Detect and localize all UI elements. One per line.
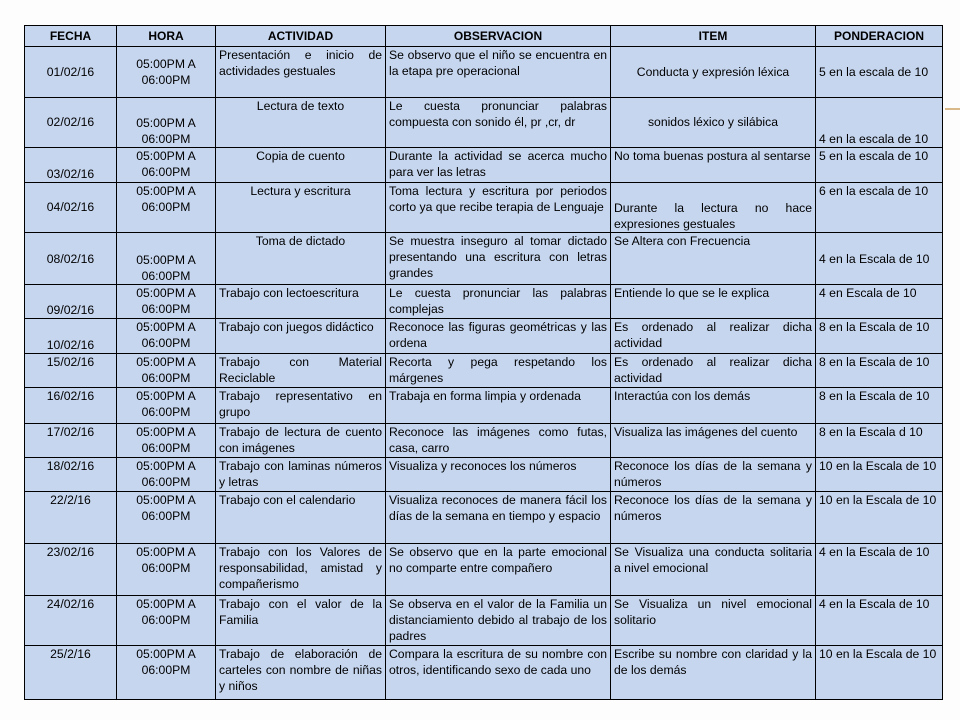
cell-ponderacion: 4 en la escala de 10	[816, 97, 943, 148]
cell-ponderacion: 10 en la Escala de 10	[816, 457, 943, 491]
cell-fecha: 18/02/16	[25, 457, 117, 491]
cell-actividad: Trabajo con el calendario	[216, 492, 386, 544]
cell-ponderacion: 6 en la escala de 10	[816, 182, 943, 233]
cell-observacion: Visualiza y reconoces los números	[386, 457, 611, 491]
cell-fecha: 02/02/16	[25, 97, 117, 148]
table-row	[25, 284, 943, 318]
cell-observacion: Reconoce las imágenes como futas, casa, carro	[386, 423, 611, 457]
cell-fecha: 08/02/16	[25, 233, 117, 285]
table-row	[25, 457, 943, 491]
cell-observacion: Se observo que el niño se encuentra en la etapa pre operacional	[386, 47, 611, 98]
cell-fecha: 10/02/16	[25, 319, 117, 353]
cell-fecha: 04/02/16	[25, 182, 117, 233]
cell-observacion: Visualiza reconoces de manera fácil los días de la semana en tiempo y espacio	[386, 492, 611, 544]
cell-fecha: 17/02/16	[25, 423, 117, 457]
cell-item: Entiende lo que se le explica	[611, 284, 816, 318]
cell-hora: 05:00PM A 06:00PM	[117, 47, 216, 98]
cell-hora: 05:00PM A 06:00PM	[117, 148, 216, 182]
header-observacion: OBSERVACION	[386, 26, 611, 47]
cell-actividad: Trabajo con laminas números y letras	[216, 457, 386, 491]
cell-actividad: Trabajo con Material Reciclable	[216, 353, 386, 387]
decorative-line	[945, 108, 960, 110]
cell-ponderacion: 10 en la Escala de 10	[816, 492, 943, 544]
cell-fecha: 22/2/16	[25, 492, 117, 544]
table-row	[25, 595, 943, 646]
cell-observacion: Le cuesta pronunciar palabras compuesta con sonido él, pr ,cr, dr	[386, 97, 611, 148]
cell-hora: 05:00PM A 06:00PM	[117, 543, 216, 595]
cell-item: Escribe su nombre con claridad y la de los demás	[611, 646, 816, 700]
cell-actividad: Trabajo de elaboración de carteles con nombre de niñas y niños	[216, 646, 386, 700]
cell-hora: 05:00PM A 06:00PM	[117, 353, 216, 387]
table-row	[25, 423, 943, 457]
cell-observacion: Se muestra inseguro al tomar dictado presentando una escritura con letras grandes	[386, 233, 611, 285]
cell-hora: 05:00PM A 06:00PM	[117, 595, 216, 646]
cell-ponderacion: 8 en la Escala de 10	[816, 319, 943, 353]
cell-actividad: Toma de dictado	[216, 233, 386, 285]
table-row	[25, 388, 943, 423]
cell-item: Es ordenado al realizar dicha actividad	[611, 353, 816, 387]
cell-ponderacion: 10 en la Escala de 10	[816, 646, 943, 700]
cell-ponderacion: 5 en la escala de 10	[816, 47, 943, 98]
header-item: ITEM	[611, 26, 816, 47]
header-fecha: FECHA	[25, 26, 117, 47]
cell-hora: 05:00PM A 06:00PM	[117, 182, 216, 233]
cell-actividad: Trabajo de lectura de cuento con imágenes	[216, 423, 386, 457]
cell-hora: 05:00PM A 06:00PM	[117, 97, 216, 148]
table-row	[25, 233, 943, 285]
cell-ponderacion: 5 en la escala de 10	[816, 148, 943, 182]
cell-hora: 05:00PM A 06:00PM	[117, 388, 216, 423]
table-row	[25, 97, 943, 148]
cell-item: Reconoce los días de la semana y números	[611, 457, 816, 491]
cell-ponderacion: 4 en la Escala de 10	[816, 233, 943, 285]
cell-ponderacion: 4 en la Escala de 10	[816, 595, 943, 646]
table-row	[25, 182, 943, 233]
cell-observacion: Trabaja en forma limpia y ordenada	[386, 388, 611, 423]
table-row	[25, 492, 943, 544]
cell-fecha: 01/02/16	[25, 47, 117, 98]
cell-actividad: Copia de cuento	[216, 148, 386, 182]
cell-item: Reconoce los días de la semana y números	[611, 492, 816, 544]
cell-item: Se Visualiza un nivel emocional solitario	[611, 595, 816, 646]
cell-hora: 05:00PM A 06:00PM	[117, 319, 216, 353]
cell-item: Interactúa con los demás	[611, 388, 816, 423]
cell-actividad: Lectura de texto	[216, 97, 386, 148]
cell-observacion: Se observa en el valor de la Familia un distanciamiento debido al trabajo de los padres	[386, 595, 611, 646]
cell-hora: 05:00PM A 06:00PM	[117, 457, 216, 491]
table-row	[25, 543, 943, 595]
header-actividad: ACTIVIDAD	[216, 26, 386, 47]
cell-item: Visualiza las imágenes del cuento	[611, 423, 816, 457]
cell-actividad: Trabajo representativo en grupo	[216, 388, 386, 423]
cell-ponderacion: 4 en la Escala de 10	[816, 543, 943, 595]
cell-observacion: Toma lectura y escritura por periodos corto ya que recibe terapia de Lenguaje	[386, 182, 611, 233]
cell-actividad: Trabajo con lectoescritura	[216, 284, 386, 318]
cell-item: sonidos léxico y silábica	[611, 97, 816, 148]
header-hora: HORA	[117, 26, 216, 47]
cell-hora: 05:00PM A 06:00PM	[117, 646, 216, 700]
cell-fecha: 03/02/16	[25, 148, 117, 182]
cell-fecha: 25/2/16	[25, 646, 117, 700]
cell-actividad: Trabajo con juegos didáctico	[216, 319, 386, 353]
cell-observacion: Se observo que en la parte emocional no comparte entre compañero	[386, 543, 611, 595]
cell-item: No toma buenas postura al sentarse	[611, 148, 816, 182]
cell-actividad: Presentación e inicio de actividades gestuales	[216, 47, 386, 98]
activity-schedule-table	[24, 25, 943, 700]
cell-observacion: Reconoce las figuras geométricas y las ordena	[386, 319, 611, 353]
table-row	[25, 148, 943, 182]
cell-fecha: 15/02/16	[25, 353, 117, 387]
cell-item: Conducta y expresión léxica	[611, 47, 816, 98]
cell-hora: 05:00PM A 06:00PM	[117, 423, 216, 457]
cell-ponderacion: 8 en la Escala de 10	[816, 388, 943, 423]
cell-ponderacion: 4 en Escala de 10	[816, 284, 943, 318]
cell-hora: 05:00PM A 06:00PM	[117, 233, 216, 285]
table-row	[25, 47, 943, 98]
cell-observacion: Recorta y pega respetando los márgenes	[386, 353, 611, 387]
cell-fecha: 24/02/16	[25, 595, 117, 646]
cell-ponderacion: 8 en la Escala de 10	[816, 353, 943, 387]
cell-fecha: 09/02/16	[25, 284, 117, 318]
table-header-row	[25, 26, 943, 47]
cell-item: Es ordenado al realizar dicha actividad	[611, 319, 816, 353]
cell-fecha: 23/02/16	[25, 543, 117, 595]
cell-observacion: Durante la actividad se acerca mucho para ver las letras	[386, 148, 611, 182]
cell-item: Se Altera con Frecuencia	[611, 233, 816, 285]
header-ponderacion: PONDERACION	[816, 26, 943, 47]
cell-hora: 05:00PM A 06:00PM	[117, 492, 216, 544]
table-row	[25, 319, 943, 353]
cell-item: Durante la lectura no hace expresiones gestuales	[611, 182, 816, 233]
cell-observacion: Compara la escritura de su nombre con otros, identificando sexo de cada uno	[386, 646, 611, 700]
cell-hora: 05:00PM A 06:00PM	[117, 284, 216, 318]
cell-actividad: Trabajo con el valor de la Familia	[216, 595, 386, 646]
cell-observacion: Le cuesta pronunciar las palabras complejas	[386, 284, 611, 318]
cell-item: Se Visualiza una conducta solitaria a nivel emocional	[611, 543, 816, 595]
cell-fecha: 16/02/16	[25, 388, 117, 423]
cell-actividad: Lectura y escritura	[216, 182, 386, 233]
cell-ponderacion: 8 en la Escala d 10	[816, 423, 943, 457]
table-row	[25, 646, 943, 700]
table-row	[25, 353, 943, 387]
cell-actividad: Trabajo con los Valores de responsabilidad, amistad y compañerismo	[216, 543, 386, 595]
